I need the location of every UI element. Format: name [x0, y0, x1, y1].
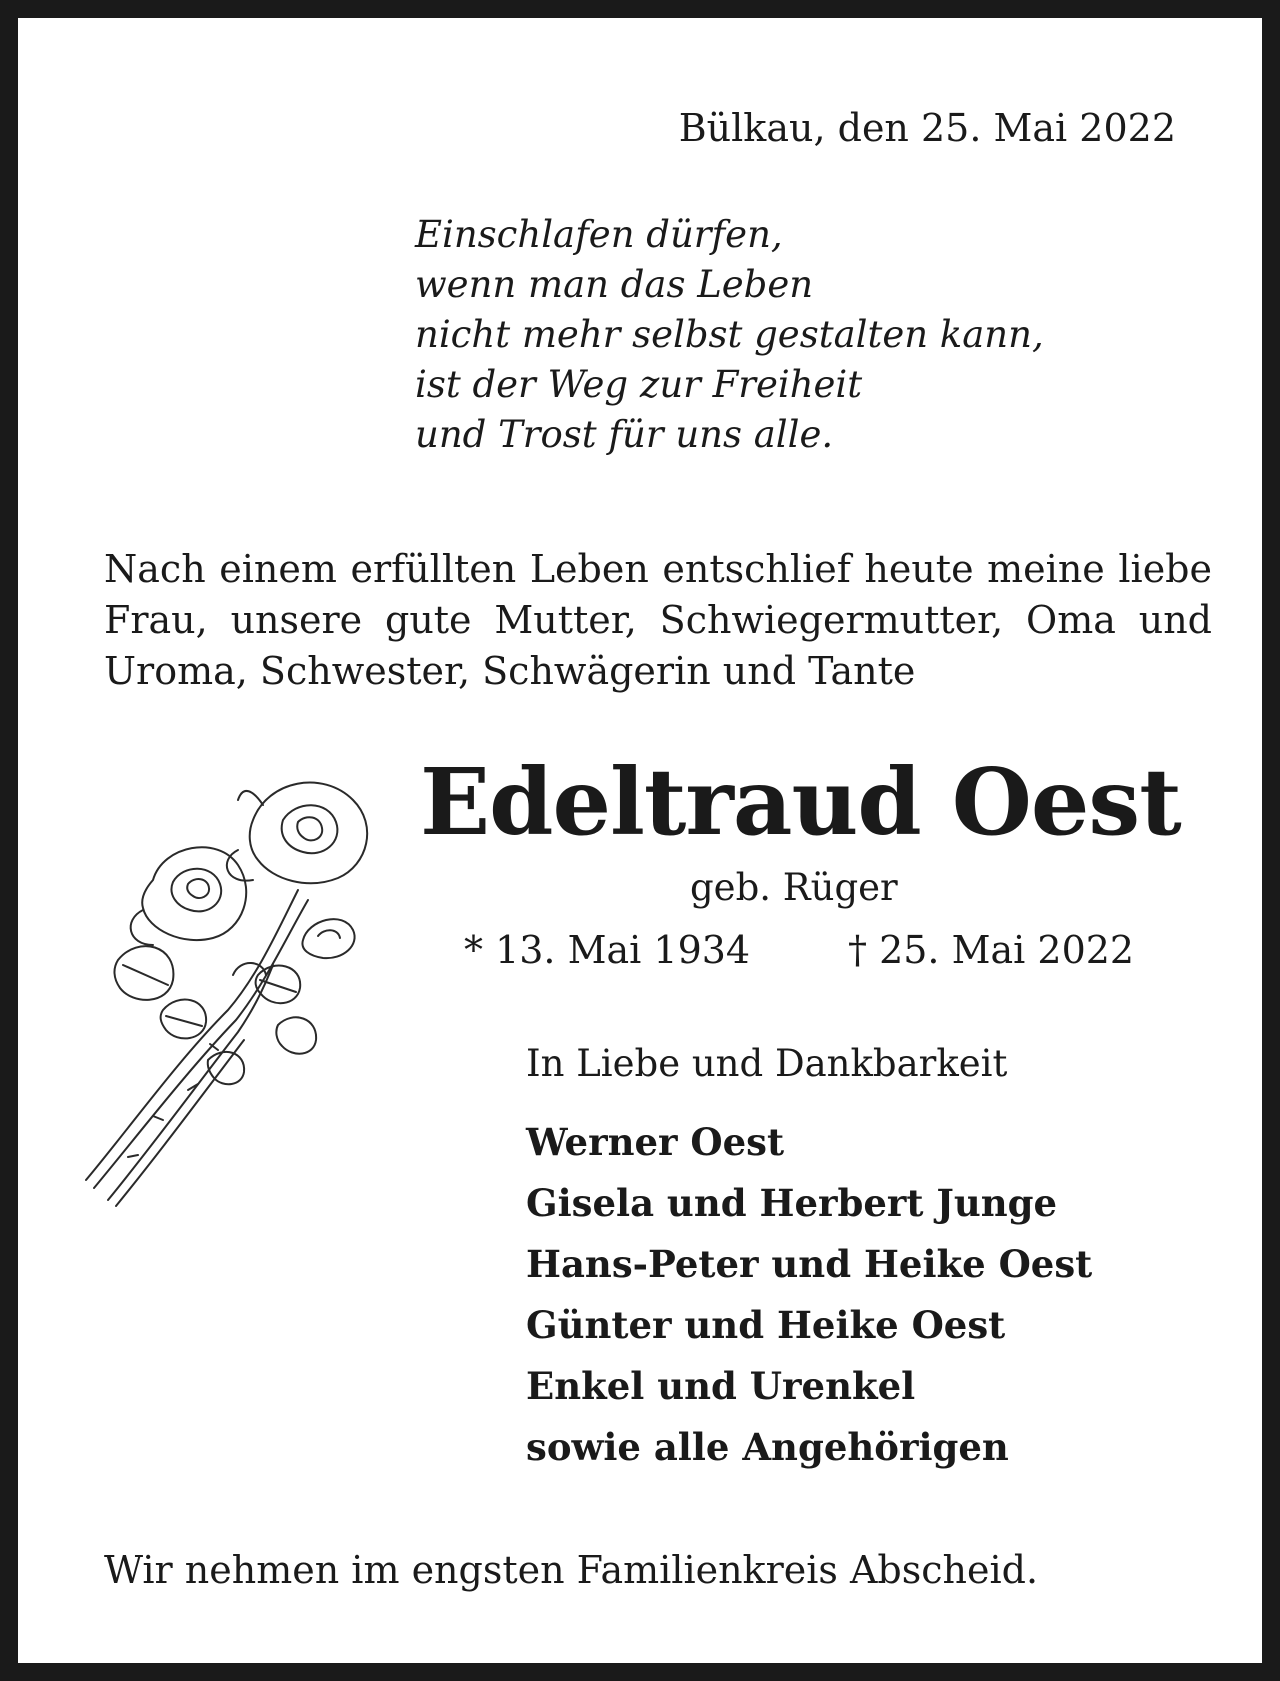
mourner-name: Werner Oest — [526, 1120, 785, 1164]
death-date: † 25. Mai 2022 — [848, 928, 1135, 972]
mourner-name: Günter und Heike Oest — [526, 1303, 1006, 1347]
mourner-name: Hans-Peter und Heike Oest — [526, 1242, 1093, 1286]
closing-line: Wir nehmen im engsten Familienkreis Abscheid. — [104, 1548, 1039, 1592]
gratitude-line: In Liebe und Dankbarkeit — [526, 1042, 1008, 1085]
rose-illustration — [68, 760, 388, 1240]
mourners-list — [526, 1112, 1092, 1478]
poem — [415, 210, 1044, 460]
poem-line: und Trost für uns alle. — [415, 413, 834, 456]
intro-line: Nach einem erfüllten Leben entschlief heute meine liebe — [104, 547, 1212, 591]
dateline: Bülkau, den 25. Mai 2022 — [678, 106, 1176, 150]
birth-name: geb. Rüger — [690, 866, 898, 909]
mourner-name: sowie alle Angehörigen — [526, 1425, 1009, 1469]
poem-line: wenn man das Leben — [415, 263, 814, 306]
poem-line: nicht mehr selbst gestalten kann, — [415, 313, 1044, 356]
intro-line: Frau, unsere gute Mutter, Schwiegermutter, Oma und — [104, 598, 1212, 642]
poem-line: Einschlafen dürfen, — [415, 213, 783, 256]
intro-text — [104, 544, 1212, 697]
mourner-name: Enkel und Urenkel — [526, 1364, 916, 1408]
birth-date: * 13. Mai 1934 — [464, 928, 751, 972]
deceased-name: Edeltraud Oest — [420, 748, 1181, 856]
poem-line: ist der Weg zur Freiheit — [415, 363, 863, 406]
intro-line: Uroma, Schwester, Schwägerin und Tante — [104, 649, 916, 693]
mourner-name: Gisela und Herbert Junge — [526, 1181, 1058, 1225]
